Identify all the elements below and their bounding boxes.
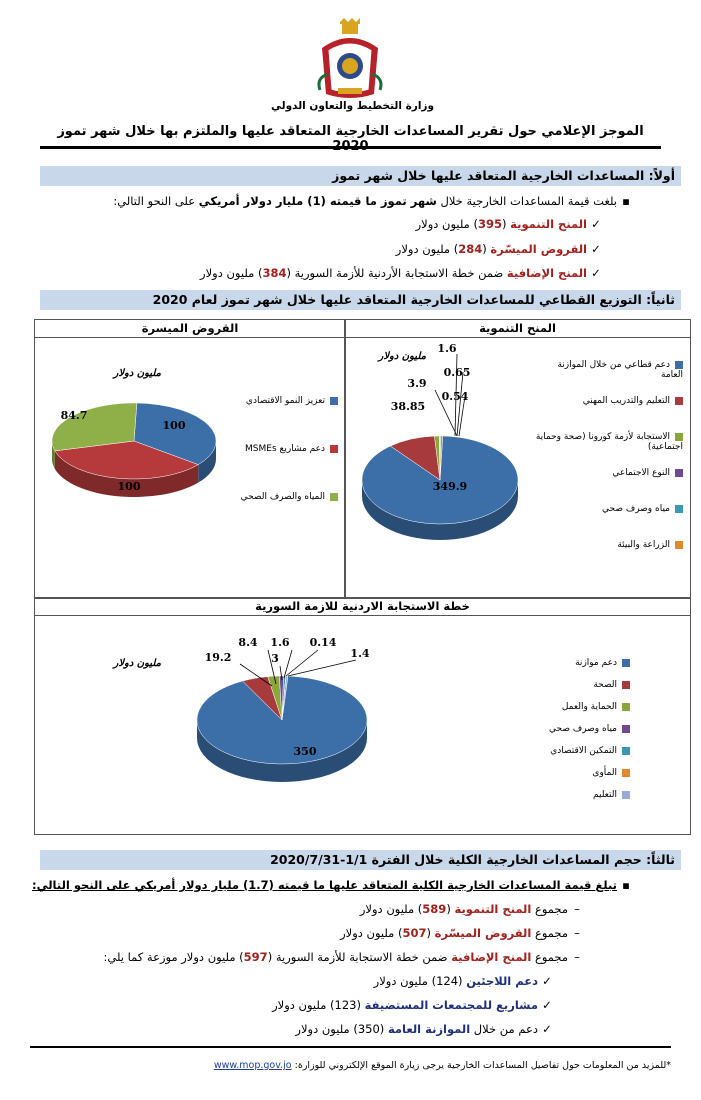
legend-item [535, 432, 683, 468]
pie-data-label: 38.85 [390, 400, 426, 413]
dash-bullet-icon: – [574, 926, 580, 940]
legend-item [535, 468, 683, 504]
check-icon: ✓ [591, 266, 601, 280]
pie-data-label: 1.6 [270, 636, 290, 649]
legend-item [480, 746, 630, 768]
section3-sub-host-communities: ✓مشاريع للمجتمعات المستضيفة (123) مليون دولار [272, 998, 556, 1012]
pie-chart-syrian-response [180, 630, 400, 790]
footnote: *للمزيد من المعلومات حول تفاصيل المساعدات الخارجية يرجى زيارة الموقع الإلكتروني للوزارة: www.mop.gov.jo [213, 1060, 671, 1071]
check-icon: ✓ [542, 998, 552, 1012]
legend-label: التعليم والتدريب المهني [582, 396, 670, 406]
legend-swatch [622, 747, 630, 755]
legend-label: التمكين الاقتصادي [550, 746, 617, 756]
pie-data-label: 84.7 [60, 409, 88, 422]
pie-data-label: 100 [162, 419, 186, 432]
section2-heading: ثانياً: التوزيع القطاعي للمساعدات الخارجية المتعاقد عليها خلال شهر تموز لعام 2020 [40, 290, 681, 310]
chart-legend [480, 658, 630, 812]
square-bullet-icon: ▪ [622, 878, 630, 892]
pie-data-label: 1.4 [350, 647, 370, 660]
legend-swatch [622, 681, 630, 689]
legend-item [232, 396, 338, 444]
legend-swatch [622, 703, 630, 711]
legend-label: تعزيز النمو الاقتصادي [245, 396, 325, 406]
legend-label: الصحة [593, 680, 617, 690]
legend-swatch [622, 659, 630, 667]
legend-swatch [675, 433, 683, 441]
legend-item [232, 444, 338, 492]
chart-unit-label: مليون دولار [113, 368, 161, 379]
leader-line [457, 372, 463, 436]
leader-line [284, 650, 292, 678]
pie-data-label: 350 [293, 745, 317, 758]
section3-heading: ثالثاً: حجم المساعدات الخارجية الكلية خلال الفترة 1/1-2020/7/31 [40, 850, 681, 870]
chart-legend [232, 396, 338, 540]
legend-label: مياه وصرف صحي [602, 504, 670, 514]
jordan-crest-logo [314, 18, 386, 100]
legend-swatch [622, 725, 630, 733]
section1-item-additional-grants: ✓المنح الإضافية ضمن خطة الاستجابة الأردنية للأزمة السورية (384) مليون دولار [200, 266, 605, 280]
section3-total-additional-grants: –مجموع المنح الإضافية ضمن خطة الاستجابة للأزمة السورية (597) مليون دولار موزعة كما يلي: [104, 950, 586, 964]
pie-chart-development-grants [345, 340, 535, 595]
chart-unit-label: مليون دولار [378, 351, 426, 362]
legend-item [480, 768, 630, 790]
ministry-name: وزارة التخطيط والتعاون الدولي [271, 100, 434, 112]
pie-chart-soft-loans [36, 385, 232, 515]
legend-swatch [675, 361, 683, 369]
legend-item [480, 658, 630, 680]
legend-item [535, 504, 683, 540]
square-bullet-icon: ▪ [622, 194, 630, 208]
pie-data-label: 3.9 [407, 377, 427, 390]
legend-label: دعم موازنة [575, 658, 617, 668]
pie-data-label: 0.14 [309, 636, 337, 649]
legend-item [480, 790, 630, 812]
section1-item-development-grants: ✓المنح التنموية (395) مليون دولار [416, 217, 605, 231]
legend-item [480, 680, 630, 702]
legend-swatch [675, 469, 683, 477]
legend-label: المياه والصرف الصحي [240, 492, 325, 502]
chart-title: المنح التنموية [345, 320, 690, 338]
pie-data-label: 0.65 [443, 366, 471, 379]
section3-total-soft-loans: –مجموع القروض الميسّرة (507) مليون دولار [340, 926, 586, 940]
pie-data-label: 100 [117, 480, 141, 493]
legend-item [480, 702, 630, 724]
legend-label: التعليم [593, 790, 617, 800]
footer-rule [30, 1046, 671, 1048]
section3-intro: ▪تبلغ قيمة المساعدات الخارجية الكلية المتعاقد عليها ما قيمته (1.7) مليار دولار أمريكي على النحو التالي: [32, 878, 635, 892]
pie-data-label: 8.4 [238, 636, 258, 649]
dash-bullet-icon: – [574, 950, 580, 964]
report-title: الموجز الإعلامي حول تقرير المساعدات الخارجية المتعاقد عليها والملتزم بها خلال شهر تموز [57, 124, 644, 139]
legend-swatch [675, 397, 683, 405]
chart-unit-label: مليون دولار [113, 658, 161, 669]
legend-swatch [622, 791, 630, 799]
legend-swatch [330, 397, 338, 405]
pie-data-label: 349.9 [432, 480, 468, 493]
header-rule [40, 146, 661, 149]
section1-item-soft-loans: ✓القروض الميسّرة (284) مليون دولار [396, 242, 605, 256]
legend-swatch [675, 505, 683, 513]
legend-item [535, 360, 683, 396]
legend-label: مياه وصرف صحي [549, 724, 617, 734]
legend-swatch [675, 541, 683, 549]
check-icon: ✓ [591, 242, 601, 256]
check-icon: ✓ [542, 1022, 552, 1036]
section3-sub-general-budget: ✓دعم من خلال الموازنة العامة (350) مليون دولار [295, 1022, 556, 1036]
chart-title: القروض الميسرة [35, 320, 345, 338]
section3-total-development-grants: –مجموع المنح التنموية (589) مليون دولار [360, 902, 586, 916]
legend-item [480, 724, 630, 746]
legend-label: الاستجابة لأزمة كورونا (صحة وحماية اجتماعية) [535, 432, 683, 452]
legend-item [535, 396, 683, 432]
dash-bullet-icon: – [574, 902, 580, 916]
legend-swatch [622, 769, 630, 777]
check-icon: ✓ [542, 974, 552, 988]
legend-label: الحماية والعمل [561, 702, 617, 712]
pie-data-label: 0.54 [441, 390, 469, 403]
legend-swatch [330, 445, 338, 453]
section1-heading: أولاً: المساعدات الخارجية المتعاقد عليها خلال شهر تموز [40, 166, 681, 186]
leader-line [288, 660, 356, 676]
legend-item [535, 540, 683, 576]
legend-label: الزراعة والبيئة [617, 540, 670, 550]
legend-swatch [330, 493, 338, 501]
check-icon: ✓ [591, 217, 601, 231]
section3-sub-refugees: ✓دعم اللاجئين (124) مليون دولار [374, 974, 556, 988]
chart-title: خطة الاستجابة الاردنية للازمة السورية [35, 598, 690, 616]
pie-data-label: 3 [271, 652, 279, 665]
legend-label: دعم قطاعي من خلال الموازنة العامة [557, 360, 683, 380]
pie-data-label: 19.2 [204, 651, 232, 664]
legend-label: النوع الاجتماعي [612, 468, 670, 478]
legend-label: دعم مشاريع MSMEs [245, 444, 325, 454]
ministry-website-link[interactable]: www.mop.gov.jo [213, 1060, 292, 1071]
pie-data-label: 1.6 [437, 342, 457, 355]
legend-label: المأوى [592, 768, 617, 778]
chart-legend [535, 360, 683, 576]
legend-item [232, 492, 338, 540]
section1-intro: ▪بلغت قيمة المساعدات الخارجية خلال شهر تموز ما قيمته (1) مليار دولار أمريكي على النحو التالي: [113, 194, 635, 208]
